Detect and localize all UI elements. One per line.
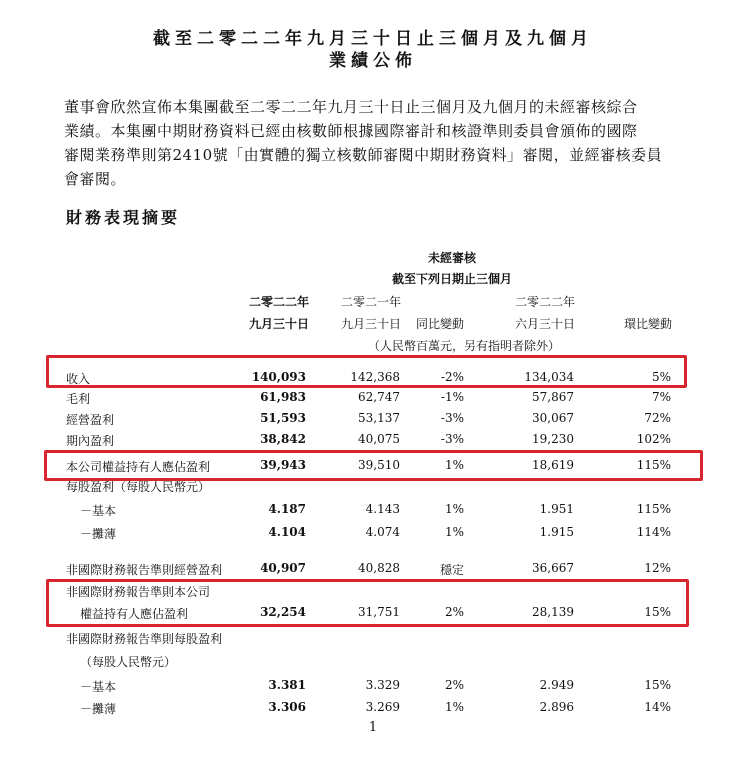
cell-q3-2022: 3.381 [268,678,306,692]
cell-q2-2022: 36,667 [532,561,574,575]
row-label: －基本 [80,504,117,518]
cell-yoy-change: 1% [444,502,464,516]
cell-yoy-change: 2% [444,605,464,619]
header-unit-note: （人民幣百萬元，另有指明者除外） [368,339,561,353]
cell-q3-2022: 4.104 [268,525,306,539]
row-label: 非國際財務報告準則經營盈利 [66,563,223,577]
cell-qoq-change: 7% [651,390,671,404]
header-col5: 環比變動 [624,317,673,331]
cell-qoq-change: 102% [636,432,671,446]
cell-q2-2022: 18,619 [532,458,574,472]
page-number: 1 [368,720,378,735]
intro-line: 業績。本集團中期財務資料已經由核數師根據國際審計和核證準則委員會頒佈的國際 [64,122,638,140]
cell-q3-2022: 61,983 [260,390,306,404]
table-row [0,678,746,696]
row-label: －攤薄 [80,702,117,716]
cell-q3-2021: 142,368 [350,370,400,384]
cell-q2-2022: 1.951 [539,502,574,516]
row-label: 收入 [66,372,91,386]
cell-yoy-change: -3% [440,411,464,425]
cell-yoy-change: 2% [444,678,464,692]
table-row [0,432,746,450]
header-unaudited: 未經審核 [428,251,477,265]
cell-q2-2022: 2.949 [539,678,574,692]
cell-qoq-change: 15% [644,605,671,619]
table-row [0,411,746,429]
cell-qoq-change: 14% [644,700,671,714]
cell-qoq-change: 72% [644,411,671,425]
row-label: 非國際財務報告準則每股盈利 [66,632,223,646]
cell-q3-2022: 38,842 [260,432,306,446]
cell-q3-2022: 32,254 [260,605,306,619]
cell-yoy-change: 穩定 [439,563,464,577]
highlight-box-revenue [46,355,687,388]
table-row [0,502,746,520]
table-row [0,561,746,579]
cell-qoq-change: 5% [651,370,671,384]
cell-q2-2022: 28,139 [532,605,574,619]
cell-qoq-change: 12% [644,561,671,575]
cell-q2-2022: 30,067 [532,411,574,425]
cell-q3-2021: 4.074 [365,525,400,539]
cell-qoq-change: 114% [636,525,671,539]
row-label: 經營盈利 [66,413,115,427]
cell-yoy-change: -1% [440,390,464,404]
highlight-box-non-ifrs-profit [46,579,689,627]
cell-q3-2022: 40,907 [260,561,306,575]
cell-q3-2021: 62,747 [358,390,400,404]
header-col1-line1: 二零二二年 [249,295,310,309]
row-label: 非國際財務報告準則本公司 [66,585,211,599]
row-label: 本公司權益持有人應佔盈利 [66,460,211,474]
row-label: －攤薄 [80,527,117,541]
highlight-box-profit-attributable [44,450,703,481]
header-col4-line1: 二零二二年 [515,295,576,309]
table-row [0,700,746,718]
row-label: 期內盈利 [66,434,115,448]
header-col1-line2: 九月三十日 [249,317,310,331]
cell-q3-2021: 40,828 [358,561,400,575]
header-col3: 同比變動 [416,317,465,331]
header-col2-line1: 二零二一年 [341,295,402,309]
cell-qoq-change: 15% [644,678,671,692]
table-row [0,525,746,543]
cell-q3-2021: 53,137 [358,411,400,425]
cell-q3-2022: 3.306 [268,700,306,714]
cell-q3-2021: 31,751 [358,605,400,619]
cell-yoy-change: 1% [444,700,464,714]
cell-q2-2022: 1.915 [539,525,574,539]
cell-q3-2021: 39,510 [358,458,400,472]
cell-q3-2022: 39,943 [260,458,306,472]
row-label: －基本 [80,680,117,694]
row-label: 每股盈利（每股人民幣元） [66,480,211,494]
header-period: 截至下列日期止三個月 [392,272,513,286]
document-subtitle: 業績公佈 [329,51,417,71]
intro-line: 董事會欣然宣佈本集團截至二零二二年九月三十日止三個月及九個月的未經審核綜合 [64,98,638,116]
section-heading: 財務表現摘要 [66,208,181,227]
cell-yoy-change: 1% [444,525,464,539]
row-label: （每股人民幣元） [80,655,177,669]
row-label: 權益持有人應佔盈利 [80,607,189,621]
header-col4-line2: 六月三十日 [515,317,576,331]
cell-yoy-change: -2% [440,370,464,384]
table-row [0,390,746,408]
intro-paragraph [64,95,676,191]
cell-q2-2022: 134,034 [524,370,574,384]
cell-yoy-change: -3% [440,432,464,446]
table-row [0,630,746,648]
cell-q3-2021: 4.143 [365,502,400,516]
cell-q2-2022: 2.896 [539,700,574,714]
cell-qoq-change: 115% [636,502,671,516]
intro-line: 會審閱。 [64,170,127,188]
table-row [0,653,746,671]
cell-q3-2021: 40,075 [358,432,400,446]
cell-q2-2022: 19,230 [532,432,574,446]
cell-q3-2021: 3.269 [365,700,400,714]
cell-q2-2022: 57,867 [532,390,574,404]
document-title: 截至二零二二年九月三十日止三個月及九個月 [153,29,593,49]
cell-q3-2022: 51,593 [260,411,306,425]
cell-q3-2022: 4.187 [268,502,306,516]
cell-qoq-change: 115% [636,458,671,472]
header-col2-line2: 九月三十日 [341,317,402,331]
cell-q3-2021: 3.329 [365,678,400,692]
cell-yoy-change: 1% [444,458,464,472]
intro-line: 審閱業務準則第2410號「由實體的獨立核數師審閱中期財務資料」審閱，並經審核委員 [64,146,663,164]
row-label: 毛利 [66,392,91,406]
cell-q3-2022: 140,093 [251,370,306,384]
